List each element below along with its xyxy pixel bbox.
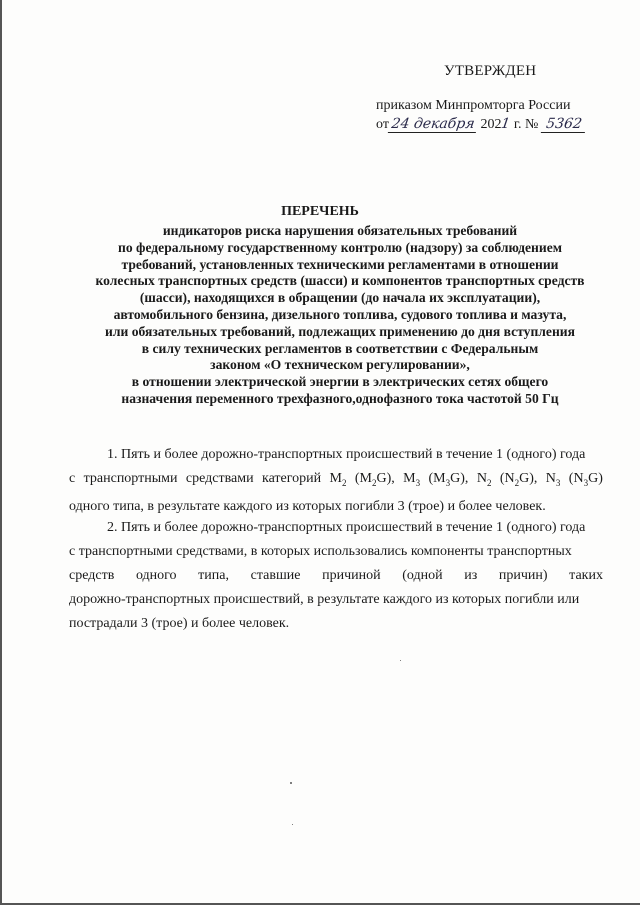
word: причиной xyxy=(322,568,381,583)
vehicle-category: $M_2$ xyxy=(329,471,347,488)
vehicle-category-chassis: $(N_3G)$ xyxy=(568,471,603,488)
vehicle-category: $N_2$ xyxy=(476,471,492,488)
vehicle-category: $N_3$ xyxy=(545,471,561,488)
item-1-paragraph xyxy=(69,443,603,519)
item-2-paragraph xyxy=(69,516,603,636)
subtitle-line: или обязательных требований, подлежащих применению до дня вступления xyxy=(105,323,575,339)
vehicle-category-chassis: $(N_2G)$, xyxy=(499,471,538,488)
vehicle-category-chassis: $(M_3G)$, xyxy=(428,471,469,488)
handwritten-year-digit: 1 xyxy=(500,116,512,132)
word: таких xyxy=(569,568,603,583)
subtitle-line: требований, установленных техническими регламентами в отношении xyxy=(121,256,559,272)
paragraph-line: дорожно-транспортных происшествий, в результате каждого из которых погибли или xyxy=(69,592,580,607)
paragraph-line-justified xyxy=(69,467,603,495)
date-line xyxy=(376,116,586,133)
word: причин) xyxy=(498,568,548,583)
subtitle-line: (шасси), находящихся в обращении (до начала их эксплуатации), xyxy=(139,290,541,306)
word: ставшие xyxy=(250,568,301,583)
scan-edge-left xyxy=(0,0,2,905)
word: из xyxy=(464,568,478,583)
word: (одной xyxy=(402,568,443,583)
paragraph-line: с транспортными средствами, в которых использовались компоненты транспортных xyxy=(69,544,572,559)
vehicle-category: $M_3$ xyxy=(403,471,421,488)
order-line: приказом Минпромторга России xyxy=(376,98,571,113)
date-prefix: от xyxy=(376,117,389,132)
subtitle-line: законом «О техническом регулировании», xyxy=(210,357,470,373)
paragraph-line: пострадали 3 (трое) и более человек. xyxy=(69,616,290,631)
subtitle-line: назначения переменного трехфазного,однофазного тока частотой 50 Гц xyxy=(121,390,559,406)
subtitle-line: по федеральному государственному контролю (надзору) за соблюдением xyxy=(118,239,562,255)
word: категорий xyxy=(261,471,322,486)
subtitle-line: в силу технических регламентов в соответствии с Федеральным xyxy=(141,340,539,356)
approved-heading: УТВЕРЖДЕН xyxy=(444,63,537,79)
paragraph-line: одного типа, в результате каждого из которых погибли 3 (трое) и более человек. xyxy=(69,498,546,514)
scan-speck xyxy=(290,782,292,784)
vehicle-category-chassis: $(M_2G)$, xyxy=(354,471,395,488)
handwritten-order-number: 5362 xyxy=(541,116,587,133)
word: средств xyxy=(69,568,115,583)
paragraph-line: 2. Пять и более дорожно-транспортных происшествий в течение 1 (одного) года xyxy=(107,520,586,535)
subtitle-line: автомобильного бензина, дизельного топлива, судового топлива и мазута, xyxy=(113,306,567,322)
scan-speck xyxy=(292,824,293,825)
year-prefix: 202 xyxy=(480,117,502,132)
word: средствами xyxy=(185,471,254,486)
number-label: г. № xyxy=(513,117,539,132)
document-subtitle xyxy=(60,223,620,408)
subtitle-line: индикаторов риска нарушения обязательных требований xyxy=(162,223,518,238)
scan-speck xyxy=(400,660,401,661)
document-title: ПЕРЕЧЕНЬ xyxy=(281,204,359,219)
paragraph-line: 1. Пять и более дорожно-транспортных происшествий в течение 1 (одного) года xyxy=(107,447,586,462)
paragraph-line-justified xyxy=(69,564,603,588)
handwritten-date: 24 декабря xyxy=(388,116,478,133)
word: одного xyxy=(135,568,177,583)
word: транспортными xyxy=(83,471,178,486)
subtitle-line: в отношении электрической энергии в электрических сетях общего xyxy=(131,374,549,390)
word: типа, xyxy=(198,568,229,583)
subtitle-line: колесных транспортных средств (шасси) и компонентов транспортных средств xyxy=(95,273,585,289)
word: с xyxy=(69,471,76,486)
